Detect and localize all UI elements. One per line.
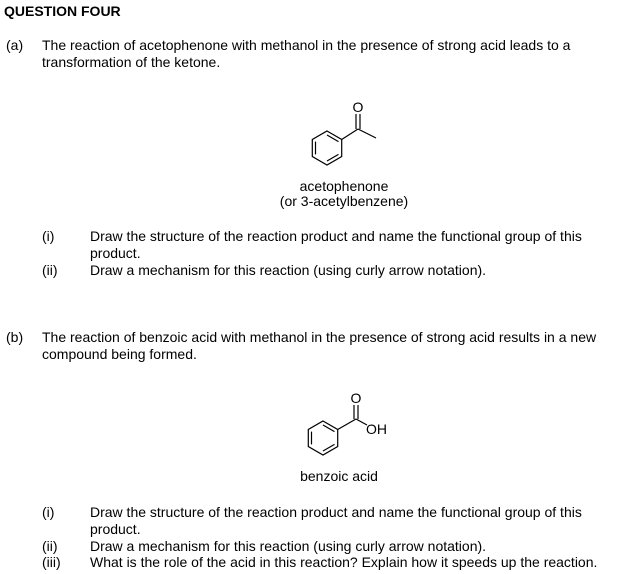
- part-b-text-1: The reaction of benzoic acid with methanol in the presence of strong acid results in a new: [42, 329, 597, 345]
- benzoic-hydroxyl-label: OH: [366, 421, 387, 437]
- benzoic-oxygen-label: O: [350, 390, 362, 406]
- part-b-sub-i-text-2: product.: [90, 521, 141, 537]
- acetophenone-oxygen-label: O: [352, 99, 364, 115]
- part-a-text-1: The reaction of acetophenone with methanol in the presence of strong acid leads to a: [42, 37, 571, 53]
- acetophenone-structure: [312, 114, 376, 165]
- acetophenone-caption-alt: (or 3-acetylbenzene): [279, 193, 409, 209]
- benzoic-acid-structure: [308, 405, 367, 455]
- part-b-label: (b): [6, 329, 24, 345]
- part-b-sub-i-text-1: Draw the structure of the reaction product and name the functional group of this: [90, 504, 582, 520]
- part-a-sub-ii-text: Draw a mechanism for this reaction (using curly arrow notation).: [90, 262, 487, 278]
- acetophenone-caption: acetophenone: [299, 178, 389, 194]
- part-a-label: (a): [6, 37, 24, 53]
- part-a-sub-i-text-1: Draw the structure of the reaction product and name the functional group of this: [90, 228, 582, 244]
- part-a-sub-ii-label: (ii): [42, 262, 58, 278]
- part-a-sub-i-text-2: product.: [90, 245, 141, 261]
- question-heading: QUESTION FOUR: [4, 3, 121, 19]
- part-b-sub-ii-text: Draw a mechanism for this reaction (using curly arrow notation).: [90, 538, 487, 554]
- part-a-text-2: transformation of the ketone.: [42, 54, 221, 70]
- part-b-sub-ii-label: (ii): [42, 538, 58, 554]
- part-b-sub-iii-text: What is the role of the acid in this reaction? Explain how it speeds up the reaction.: [90, 554, 598, 570]
- part-b-sub-i-label: (i): [42, 504, 55, 520]
- part-a-sub-i-label: (i): [42, 228, 55, 244]
- part-b-sub-iii-label: (iii): [42, 554, 61, 570]
- benzoic-acid-caption: benzoic acid: [300, 468, 378, 484]
- part-b-text-2: compound being formed.: [42, 346, 197, 362]
